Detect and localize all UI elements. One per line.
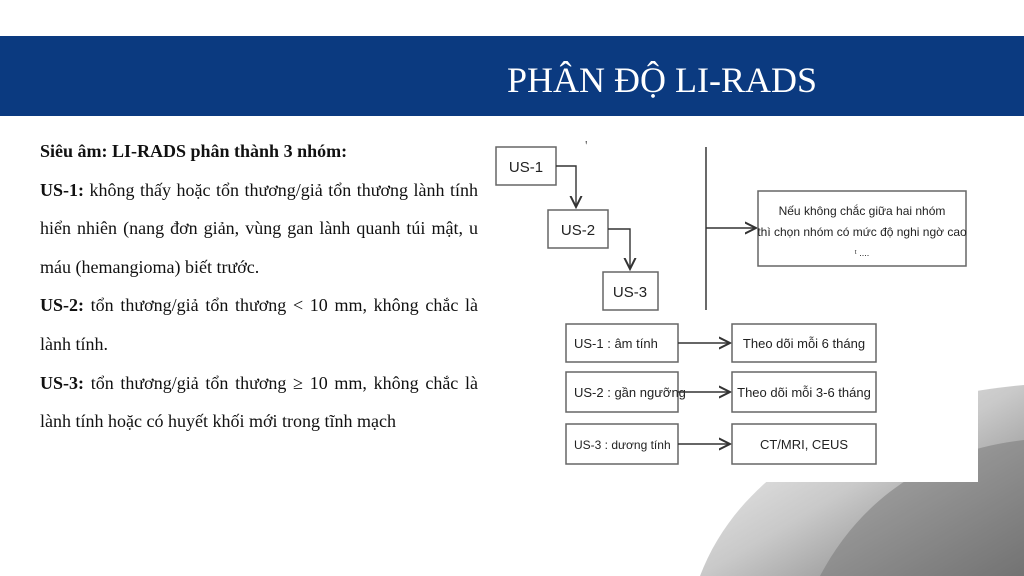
svg-text:US-2: US-2 (560, 222, 596, 239)
svg-text:Theo dõi mỗi 3-6 tháng: Theo dõi mỗi 3-6 tháng (737, 385, 871, 400)
intro-line: Siêu âm: LI-RADS phân thành 3 nhóm: (40, 141, 348, 161)
svg-text:Nếu không chắc giữa hai nhóm: Nếu không chắc giữa hai nhóm (778, 204, 946, 218)
svg-text:Theo dõi mỗi 6 tháng: Theo dõi mỗi 6 tháng (742, 336, 866, 351)
note-box (757, 191, 967, 266)
item-us2: US-2: tổn thương/giả tổn thương < 10 mm, không chắc là lành tính. (40, 295, 478, 354)
svg-text:US-3 : dương tính: US-3 : dương tính (574, 438, 671, 452)
svg-text:US-1: US-1 (508, 159, 544, 176)
item-us1: US-1: không thấy hoặc tổn thương/giả tổn thương lành tính hiển nhiên (nang đơn giản, vùng gan lành quanh túi mật, u máu (hemangioma) biết trước. (40, 179, 478, 277)
flow-box-us2 (548, 210, 608, 248)
svg-text:ᵗ ....: ᵗ .... (854, 248, 870, 258)
svg-text:US-3: US-3 (612, 284, 648, 301)
svg-text:thì chọn nhóm có mức độ nghi n: thì chọn nhóm có mức độ nghi ngờ cao (757, 225, 967, 239)
item-us3: US-3: tổn thương/giả tổn thương ≥ 10 mm, không chắc là lành tính hoặc có huyết khối mới trong tĩnh mạch (40, 372, 478, 432)
flow-box-us3 (603, 272, 658, 310)
svg-text:CT/MRI, CEUS: CT/MRI, CEUS (759, 437, 849, 452)
page-title: PHÂN ĐỘ LI-RADS (506, 60, 817, 100)
svg-text:US-2 : gần ngưỡng: US-2 : gần ngưỡng (574, 385, 686, 400)
svg-text:US-1 : âm tính: US-1 : âm tính (574, 336, 658, 351)
flow-box-us1 (496, 147, 556, 185)
top-mark: ' (585, 139, 588, 154)
